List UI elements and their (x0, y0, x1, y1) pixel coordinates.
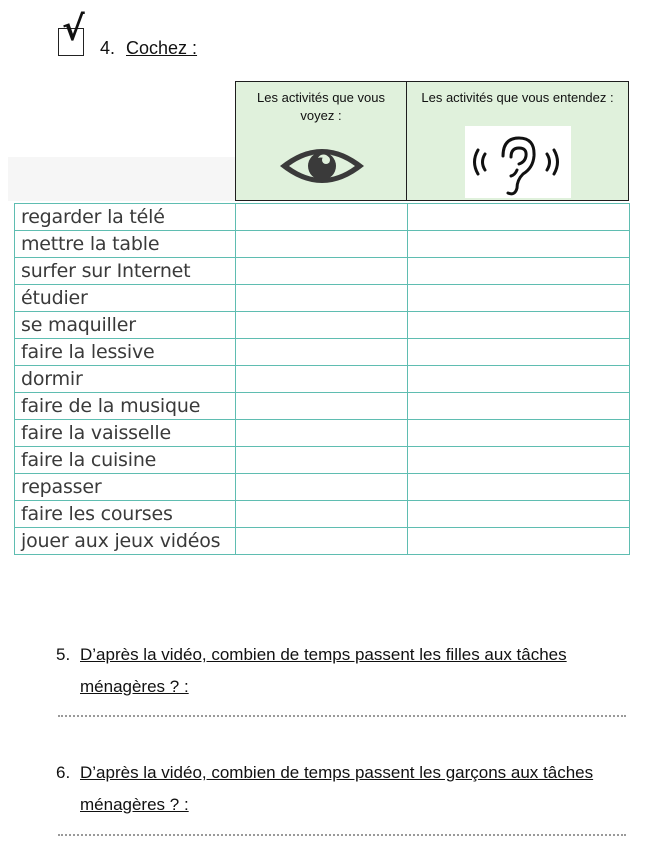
table-row (15, 474, 630, 501)
see-checkbox-cell[interactable] (235, 285, 407, 312)
see-checkbox-cell[interactable] (235, 474, 407, 501)
answer-line-6[interactable] (58, 834, 626, 836)
activity-label: faire la lessive (15, 339, 236, 366)
see-checkbox-cell[interactable] (235, 501, 407, 528)
see-checkbox-cell[interactable] (235, 393, 407, 420)
table-row (15, 501, 630, 528)
activity-label: se maquiller (15, 312, 236, 339)
activity-label: mettre la table (15, 231, 236, 258)
question-5-number: 5. (56, 645, 71, 664)
see-checkbox-cell[interactable] (235, 231, 407, 258)
table-row (15, 366, 630, 393)
see-checkbox-cell[interactable] (235, 312, 407, 339)
hear-checkbox-cell[interactable] (407, 285, 629, 312)
hear-checkbox-cell[interactable] (407, 339, 629, 366)
see-checkbox-cell[interactable] (235, 366, 407, 393)
table-row (15, 528, 630, 555)
activity-table (14, 203, 630, 555)
table-row (15, 447, 630, 474)
see-checkbox-cell[interactable] (235, 204, 407, 231)
activity-label: faire la cuisine (15, 447, 236, 474)
hear-checkbox-cell[interactable] (407, 366, 629, 393)
question-6-text: D’après la vidéo, combien de temps passent les garçons aux tâches ménagères ? : (80, 763, 594, 814)
table-row (15, 231, 630, 258)
activity-label: faire la vaisselle (15, 420, 236, 447)
column-header-see-label: Les activités que vous voyez : (257, 90, 385, 123)
hear-checkbox-cell[interactable] (407, 312, 629, 339)
hear-checkbox-cell[interactable] (407, 474, 629, 501)
column-header-see (235, 81, 407, 201)
table-row (15, 339, 630, 366)
column-header-hear (406, 81, 629, 201)
table-row (15, 312, 630, 339)
activity-label: faire les courses (15, 501, 236, 528)
question-4-number: 4. (100, 38, 116, 58)
question-5-text: D’après la vidéo, combien de temps passent les filles aux tâches ménagères ? : (80, 645, 567, 696)
see-checkbox-cell[interactable] (235, 528, 407, 555)
hear-checkbox-cell[interactable] (407, 420, 629, 447)
hear-checkbox-cell[interactable] (407, 393, 629, 420)
see-checkbox-cell[interactable] (235, 258, 407, 285)
header-spacer (8, 157, 235, 201)
activity-label: surfer sur Internet (15, 258, 236, 285)
hear-checkbox-cell[interactable] (407, 258, 629, 285)
see-checkbox-cell[interactable] (235, 447, 407, 474)
see-checkbox-cell[interactable] (235, 420, 407, 447)
hear-checkbox-cell[interactable] (407, 528, 629, 555)
question-6-number: 6. (56, 763, 71, 782)
table-row (15, 393, 630, 420)
activity-label: étudier (15, 285, 236, 312)
eye-icon (278, 144, 366, 188)
hear-checkbox-cell[interactable] (407, 447, 629, 474)
column-header-hear-label: Les activités que vous entendez : (421, 90, 614, 105)
checkmark-icon: √ (62, 9, 85, 49)
activity-label: dormir (15, 366, 236, 393)
hear-checkbox-cell[interactable] (407, 204, 629, 231)
activity-label: jouer aux jeux vidéos (15, 528, 236, 555)
question-4-label: Cochez : (126, 38, 198, 58)
answer-line-5[interactable] (58, 715, 626, 717)
activity-label: repasser (15, 474, 236, 501)
ear-sound-icon (465, 126, 571, 198)
table-row (15, 258, 630, 285)
hear-checkbox-cell[interactable] (407, 501, 629, 528)
see-checkbox-cell[interactable] (235, 339, 407, 366)
table-row (15, 420, 630, 447)
activity-label: regarder la télé (15, 204, 236, 231)
table-row (15, 204, 630, 231)
activity-label: faire de la musique (15, 393, 236, 420)
table-row (15, 285, 630, 312)
hear-checkbox-cell[interactable] (407, 231, 629, 258)
